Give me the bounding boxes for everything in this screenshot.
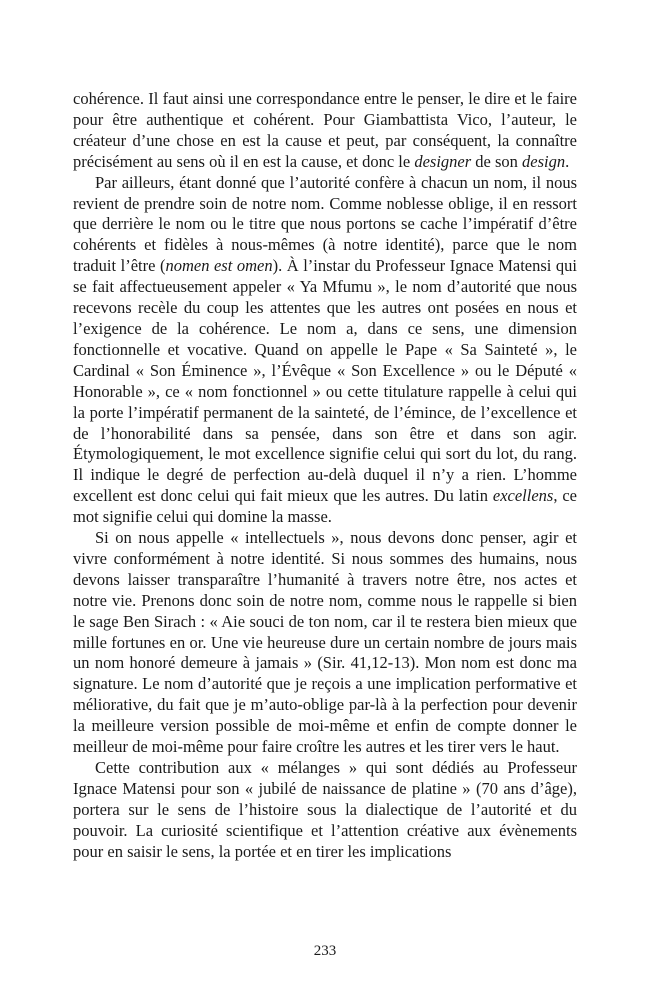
text-run: . xyxy=(565,151,570,171)
italic-run: design xyxy=(522,151,566,171)
page-number: 233 xyxy=(313,943,337,959)
italic-run: nomen est omen xyxy=(165,256,273,276)
text-run: de son xyxy=(471,151,523,171)
text-run: , ce mot signifie celui qui domine la masse. xyxy=(73,486,577,527)
paragraph-4 xyxy=(73,758,577,863)
italic-run: excellens xyxy=(492,486,554,506)
italic-run: designer xyxy=(414,151,472,171)
text-run: ). À l’instar du Professeur Ignace Matensi qui se fait affectueusement appeler « Ya Mfumu », le nom d’autorité que nous recevons recèle du coup les attentes que les autres ont posées en nous et l’exigence de la cohérence. Le nom a, dans ce sens, une dimension fonctionnelle et vocative. Quand on appelle le Pape « Sa Sainteté », le Cardinal « Son Éminence », l’Évêque « Son Excellence » ou le Député « Honorable », ce « nom fonctionnel » ou cette titulature rappelle à celui qui la porte l’impératif permanent de la sainteté, de l’émince, de l’excellence et de l’honorabilité dans sa pensée, dans son être et dans son agir. Étymologiquement, le mot excellence signifie celui qui sort du lot, du rang. Il indique le degré de perfection au-delà duquel il n’y a rien. L’homme excellent est donc celui qui fait mieux que les autres. Du latin xyxy=(73,256,577,506)
page-body xyxy=(73,89,577,863)
text-run: Si on nous appelle « intellectuels », nous devons donc penser, agir et vivre conformément à notre identité. Si nous sommes des humains, nous devons laisser transparaître l’humanité à travers notre être, nos actes et notre vie. Prenons donc soin de notre nom, comme nous le rappelle si bien le sage Ben Sirach : « Aie souci de ton nom, car il te restera bien mieux que mille fortunes en or. Une vie heureuse dure un certain nombre de jours mais un nom honoré demeure à jamais » (Sir. 41,12-13). Mon nom est donc ma signature. Le nom d’autorité que je reçois a une implication performative et méliorative, du fait que je m’auto-oblige par-là à la perfection pour devenir la meilleure version possible de moi-même et enfin de compte donner le meilleur de moi-même pour faire croître les autres et les tirer vers le haut. xyxy=(73,528,577,757)
text-run: cohérence. Il faut ainsi une correspondance entre le penser, le dire et le faire pour être authentique et cohérent. Pour Giambattista Vico, l’auteur, le créateur d’une chose en est la cause et peut, par conséquent, la connaître précisément au sens où il en est la cause, et donc le xyxy=(73,89,577,171)
text-run: Cette contribution aux « mélanges » qui sont dédiés au Professeur Ignace Matensi pour son « jubilé de naissance de platine » (70 ans d’âge), portera sur le sens de l’histoire sous la dialectique de l’autorité et du pouvoir. La curiosité scientifique et l’attention créative aux évènements pour en saisir le sens, la portée et en tirer les implications xyxy=(73,758,577,861)
paragraph-2 xyxy=(73,173,577,528)
paragraph-1 xyxy=(73,89,577,173)
paragraph-3 xyxy=(73,528,577,758)
text-run: Par ailleurs, étant donné que l’autorité confère à chacun un nom, il nous revient de prendre soin de notre nom. Comme noblesse oblige, il en ressort que derrière le nom ou le titre que nous portons se cache l’impératif d’être cohérents et fidèles à nous-mêmes (à notre identité), parce que le nom traduit l’être ( xyxy=(73,172,577,276)
